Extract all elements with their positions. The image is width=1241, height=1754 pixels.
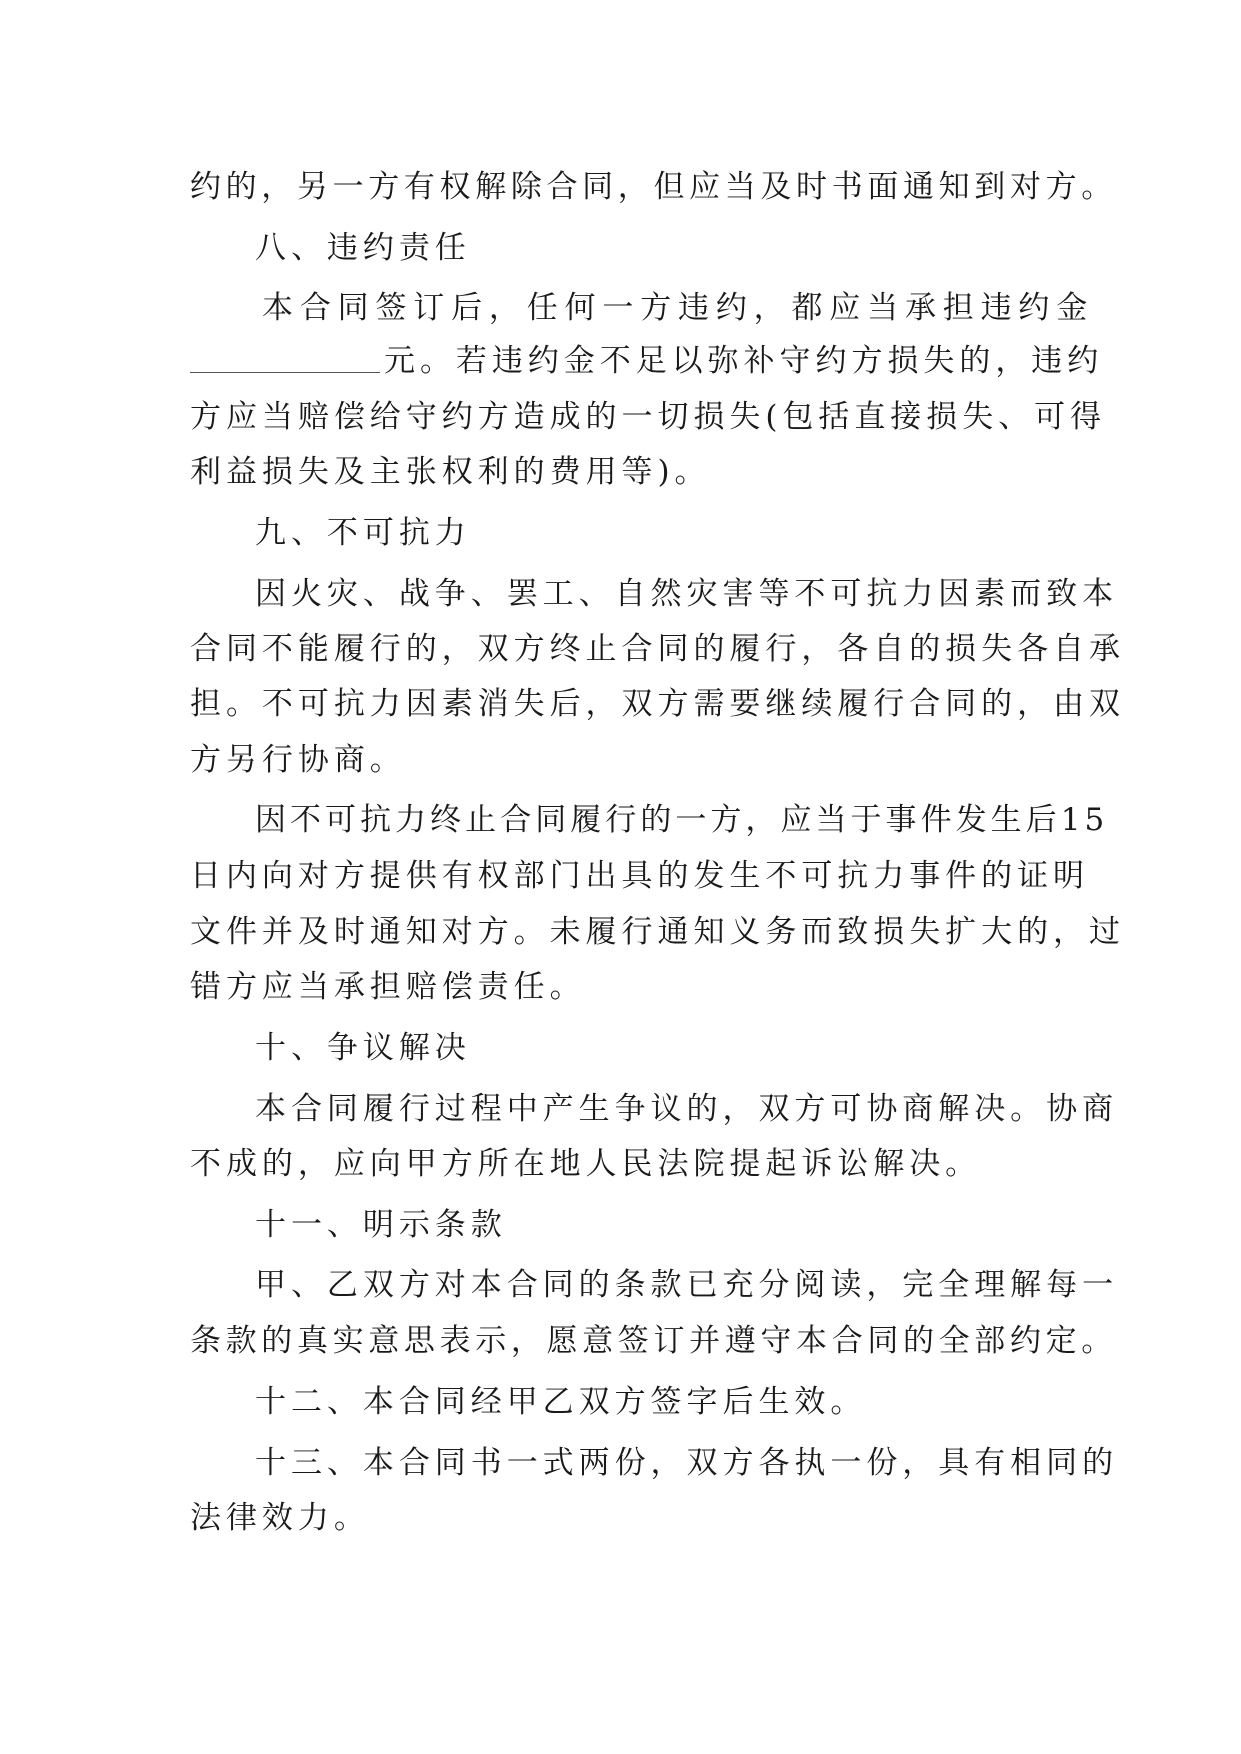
paragraph-line: 错方应当承担赔偿责任。 [190, 969, 586, 1005]
paragraph-line: 方另行协商。 [190, 742, 406, 778]
paragraph-line-with-blank [190, 341, 1104, 381]
paragraph-line: 不成的，应向甲方所在地人民法院提起诉讼解决。 [190, 1146, 982, 1182]
paragraph-line: 方应当赔偿给守约方造成的一切损失(包括直接损失、可得 [190, 399, 1107, 435]
section-heading-breach-liability: 八、违约责任 [255, 230, 471, 266]
paragraph-line: 利益损失及主张权利的费用等)。 [190, 454, 711, 490]
paragraph-line: 约的，另一方有权解除合同，但应当及时书面通知到对方。 [190, 169, 1117, 205]
penalty-amount-blank-field [190, 344, 380, 373]
section-heading-dispute-resolution: 十、争议解决 [255, 1030, 471, 1066]
section-heading-force-majeure: 九、不可抗力 [255, 515, 471, 551]
clause-effective-upon-signing: 十二、本合同经甲乙双方签字后生效。 [255, 1384, 867, 1420]
paragraph-line: 日内向对方提供有权部门出具的发生不可抗力事件的证明 [190, 858, 1089, 894]
paragraph-line: 因不可抗力终止合同履行的一方，应当于事件发生后15 [255, 802, 1109, 838]
paragraph-line: 甲、乙双方对本合同的条款已充分阅读，完全理解每一 [255, 1267, 1119, 1303]
paragraph-line: 因火灾、战争、罢工、自然灾害等不可抗力因素而致本 [255, 576, 1119, 612]
section-heading-explicit-terms: 十一、明示条款 [255, 1207, 507, 1243]
paragraph-line: 担。不可抗力因素消失后，双方需要继续履行合同的，由双 [190, 686, 1125, 722]
paragraph-line: 文件并及时通知对方。未履行通知义务而致损失扩大的，过 [190, 914, 1125, 950]
paragraph-line: 法律效力。 [190, 1500, 370, 1536]
paragraph-line: 条款的真实意思表示，愿意签订并遵守本合同的全部约定。 [190, 1323, 1117, 1359]
paragraph-line: 本合同签订后，任何一方违约，都应当承担违约金 [262, 290, 1095, 326]
paragraph-line-text: 元。若违约金不足以弥补守约方损失的，违约 [384, 343, 1104, 379]
paragraph-line: 十三、本合同书一式两份，双方各执一份，具有相同的 [255, 1445, 1119, 1481]
paragraph-line: 合同不能履行的，双方终止合同的履行，各自的损失各自承 [190, 631, 1125, 667]
paragraph-line: 本合同履行过程中产生争议的，双方可协商解决。协商 [255, 1091, 1119, 1127]
